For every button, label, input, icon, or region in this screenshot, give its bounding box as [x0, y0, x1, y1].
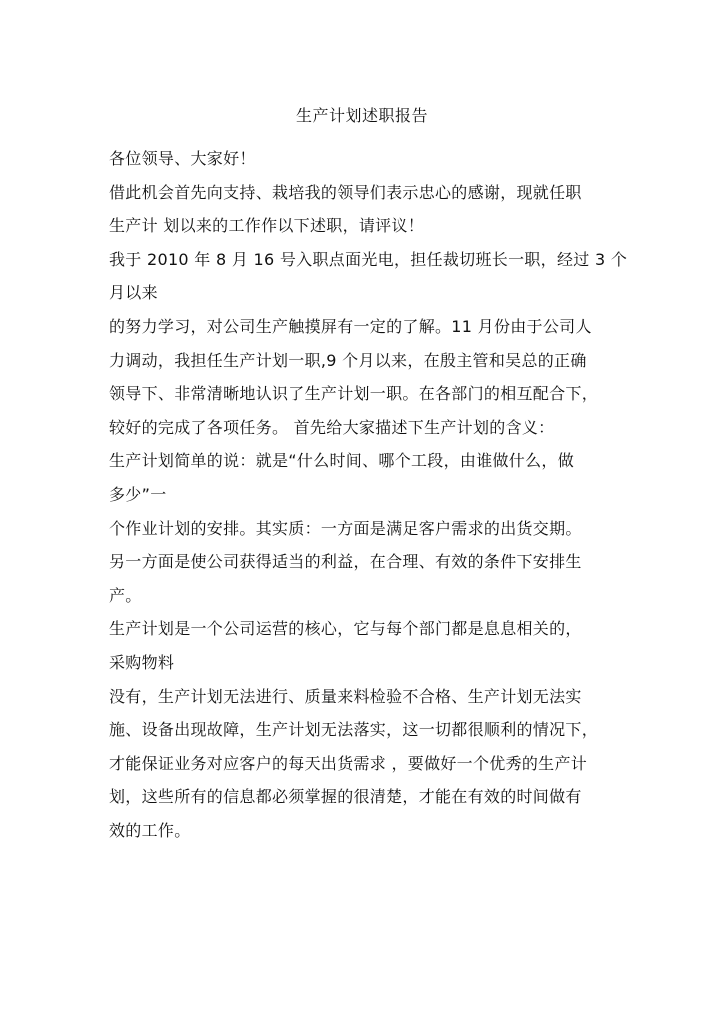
text-line: 力调动，我担任生产计划一职,9 个月以来，在殷主管和吴总的正确: [109, 350, 587, 370]
text-line: 多少”一: [109, 484, 167, 504]
text-line: 的努力学习，对公司生产触摸屏有一定的了解。11 月份由于公司人: [109, 316, 592, 336]
text-line: 生产计 划以来的工作作以下述职，请评议！: [109, 216, 425, 236]
text-line: 个作业计划的安排。其实质：一方面是满足客户需求的出货交期。: [109, 518, 582, 538]
text-line: 各位领导、大家好！: [109, 149, 256, 168]
text-line: 领导下、非常清晰地认识了生产计划一职。在各部门的相互配合下，: [109, 384, 599, 404]
text-line: 借此机会首先向支持、栽培我的领导们表示忠心的感谢，现就任职: [109, 182, 582, 202]
text-line: 另一方面是使公司获得适当的利益，在合理、有效的条件下安排生: [109, 552, 582, 572]
text-line: 我于 2010 年 8 月 16 号入职点面光电，担任裁切班长一职，经过 3 个: [109, 249, 628, 269]
text-line: 较好的完成了各项任务。 首先给大家描述下生产计划的含义：: [109, 417, 555, 437]
document-body: [109, 142, 649, 847]
document-title: 生产计划述职报告: [295, 106, 428, 125]
text-line: 施、设备出现故障，生产计划无法落实，这一切都很顺利的情况下，: [109, 720, 599, 740]
text-line: 采购物料: [109, 652, 175, 672]
text-line: 生产计划是一个公司运营的核心，它与每个部门都是息息相关的，: [109, 619, 582, 639]
text-line: 没有，生产计划无法进行、质量来料检验不合格、生产计划无法实: [109, 686, 582, 706]
text-line: 才能保证业务对应客户的每天出货需求 ，要做好一个优秀的生产计: [109, 753, 588, 773]
text-line: 月以来: [109, 283, 158, 303]
text-line: 生产计划简单的说：就是“什么时间、哪个工段，由谁做什么，做: [109, 451, 574, 471]
text-line: 效的工作。: [109, 820, 191, 840]
text-line: 产。: [109, 585, 142, 605]
text-line: 划，这些所有的信息都必须掌握的很清楚，才能在有效的时间做有: [109, 787, 582, 807]
